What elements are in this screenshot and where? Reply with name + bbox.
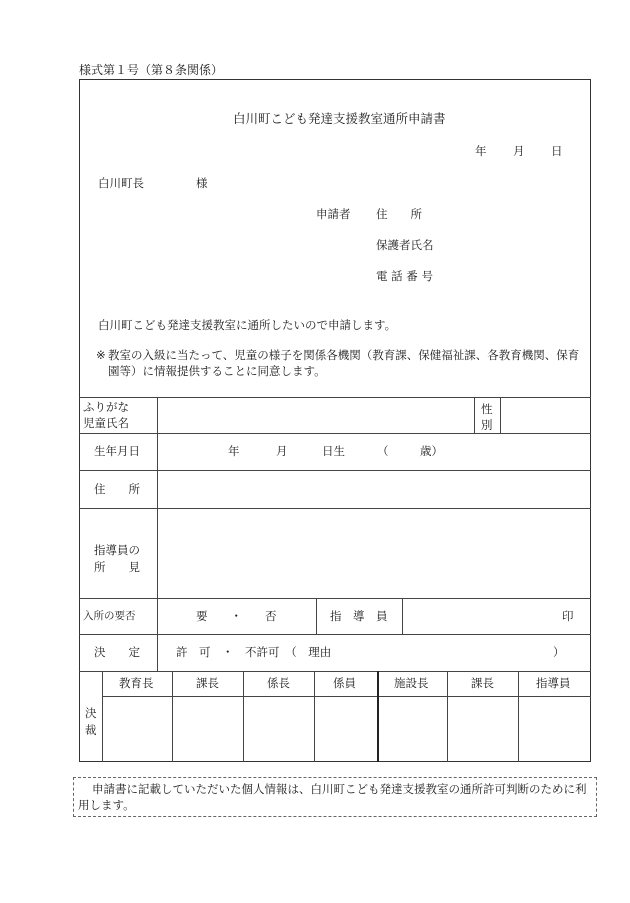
approval-role-education-chief: 教育長: [119, 676, 154, 690]
applicant-address-label: 住 所: [376, 207, 422, 221]
approval-role-section-chief-2: 課長: [471, 676, 494, 690]
form-number: 様式第１号（第８条関係）: [79, 63, 224, 77]
date-day-label: 日: [551, 144, 563, 158]
approval-role-facility-director: 施設長: [394, 676, 429, 690]
admission-label: 入所の要否: [83, 610, 136, 622]
table-line: [79, 433, 591, 434]
decision-value: 許 可 ・ 不許可 （ 理由: [176, 645, 332, 659]
instructor-opinion-input[interactable]: [165, 514, 580, 592]
approval-divider: [243, 671, 244, 762]
furigana-input[interactable]: [165, 400, 465, 414]
child-name-label: 児童氏名: [83, 416, 129, 430]
approval-role-subsection-chief: 係長: [267, 676, 290, 690]
admission-divider: [316, 598, 317, 634]
consent-text: 教室の入級に当たって、児童の様子を関係各機関（教育課、保健福祉課、各教育機関、保育園等）に情報提供することに同意します。: [108, 348, 580, 378]
guardian-name-label: 保護者氏名: [376, 238, 434, 252]
approval-label: 決裁: [85, 706, 97, 737]
age-label: 歳）: [420, 444, 443, 458]
seal-mark: 印: [562, 609, 574, 623]
birth-year-label: 年: [228, 444, 240, 458]
age-open-paren: （: [377, 444, 389, 458]
table-line: [79, 470, 591, 471]
decision-close-paren: ）: [553, 645, 565, 659]
decision-label: 決 定: [94, 645, 140, 659]
instructor-name-input[interactable]: [410, 607, 550, 625]
approval-role-staff: 係員: [333, 676, 356, 690]
application-statement: 白川町こども発達支援教室に通所したいので申請します。: [98, 318, 397, 332]
approval-role-instructor: 指導員: [536, 676, 571, 690]
sex-column-divider: [500, 397, 501, 433]
instructor-opinion-label: 指導員の 所 見: [94, 543, 140, 574]
furigana-label: ふりがな: [83, 400, 129, 414]
instructor-label: 指 導 員: [330, 609, 388, 623]
admission-value: 要 ・ 否: [196, 609, 277, 623]
sex-column-divider: [474, 397, 475, 433]
applicant-address-input[interactable]: [445, 205, 580, 223]
recipient-name: 白川町長: [98, 176, 144, 190]
birth-day-label: 日生: [322, 444, 345, 458]
approval-divider: [447, 671, 448, 762]
privacy-notice-text: 申請書に記載していただいた個人情報は、白川町こども発達支援教室の通所許可判断のために利用します。: [78, 782, 587, 812]
date-month-label: 月: [513, 144, 525, 158]
admission-divider: [402, 598, 403, 634]
child-address-label: 住 所: [94, 482, 140, 496]
label-column-divider: [157, 397, 158, 671]
guardian-name-input[interactable]: [445, 236, 580, 254]
table-top-line: [79, 397, 591, 398]
decision-reason-input[interactable]: [352, 643, 542, 661]
approval-divider: [518, 671, 519, 762]
approval-divider: [102, 671, 103, 762]
approval-divider-bold: [377, 671, 379, 762]
table-line: [79, 508, 591, 509]
phone-number-label: 電 話 番 号: [376, 269, 433, 283]
birth-month-label: 月: [276, 444, 288, 458]
child-address-input[interactable]: [165, 480, 580, 498]
sex-input[interactable]: [505, 405, 585, 425]
approval-divider: [172, 671, 173, 762]
birthdate-label: 生年月日: [94, 444, 140, 458]
approval-divider: [314, 671, 315, 762]
form-title: 白川町こども発達支援教室通所申請書: [233, 111, 446, 126]
recipient-honorific: 様: [196, 176, 208, 190]
consent-mark: ※: [96, 348, 106, 362]
phone-number-input[interactable]: [445, 267, 580, 285]
table-line: [79, 634, 591, 635]
child-name-input[interactable]: [165, 415, 465, 431]
table-line: [79, 598, 591, 599]
sex-label: 性別: [481, 402, 493, 432]
table-line: [79, 671, 591, 672]
approval-role-section-chief: 課長: [196, 676, 219, 690]
applicant-label: 申請者: [316, 207, 351, 221]
date-year-label: 年: [475, 144, 487, 158]
